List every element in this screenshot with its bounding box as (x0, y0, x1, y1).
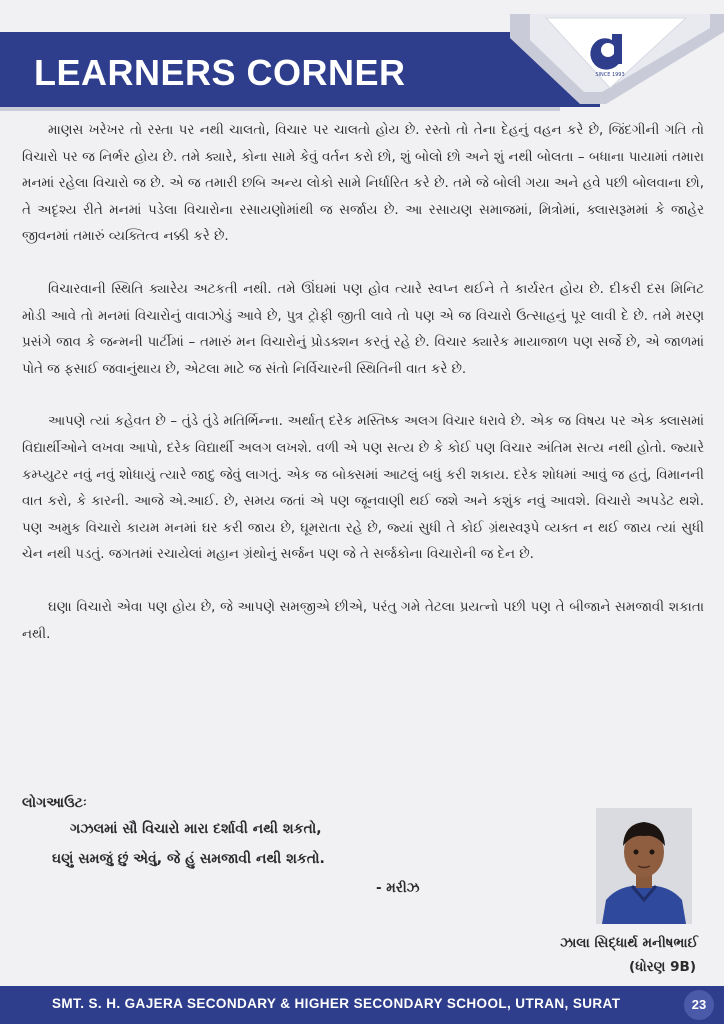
student-class: (ધોરણ 9B) (629, 959, 696, 975)
article-paragraph-1: માણસ ખરેખર તો રસ્તા પર નથી ચાલતો, વિચાર પર ચાલતો હોય છે. રસ્તો તો તેના દેહનું વહન કરે છે, જિંદગીની ગતિ તો વિચારો પર જ નિર્ભર હોય છે. તમે ક્યારે, કોના સામે કેવું વર્તન કરો છો, શું બોલો છો અને શું નથી બોલતા – બધાના પાયામાં તમારા મનમાં રહેલા વિચારો જ છે. એ જ તમારી છબિ અન્ય લોકો સામે નિર્ધારિત કરે છે. તમે જે બોલી ગયા અને હવે પછી બોલવાના છો, તે અદૃશ્ય રીતે મનમાં પડેલા વિચારોના રસાયણોમાંથી જ સર્જાય છે. આ રસાયણ સમાજમાં, મિત્રોમાં, ક્લાસરૂમમાં કે જાહેર જીવનમાં તમારું વ્યક્તિત્વ નક્કી કરે છે. (22, 123, 704, 245)
header-stripe (0, 107, 560, 111)
school-logo-icon (510, 14, 724, 106)
student-name: ઝાલા સિદ્ધાર્થ મનીષભાઈ (560, 935, 698, 951)
footer-school-name: SMT. S. H. GAJERA SECONDARY & HIGHER SECONDARY SCHOOL, UTRAN, SURAT (52, 996, 621, 1011)
logo-tagline: SINCE 1993 (595, 72, 625, 78)
student-photo (596, 808, 692, 924)
article-body (22, 118, 704, 674)
school-logo (510, 14, 724, 106)
page-title: LEARNERS CORNER (34, 52, 406, 93)
article-paragraph-3: આપણે ત્યાં કહેવત છે – તુંડે તુંડે મતિર્ભિન્ના. અર્થાત્ દરેક મસ્તિષ્ક અલગ વિચાર ધરાવે છે. એક જ વિષય પર એક ક્લાસમાં વિદ્યાર્થીઓને લખવા આપો, દરેક વિદ્યાર્થી અલગ લખશે. વળી એ પણ સત્ય છે કે કોઈ પણ વિચાર અંતિમ સત્ય નથી હોતો. જ્યારે કમ્પ્યુટર નવું નવું શોધાયું ત્યારે જાદુ જેવું લાગતું. એક જ બોક્સમાં આટલું બધું કરી શકાય. દરેક શોધમાં આવું જ હતું, વિમાનની વાત કરો, કે કારની. આજે એ.આઈ. છે, સમય જતાં એ પણ જૂનવાણી થઈ જશે અને કશુંક નવું આવશે. વિચારો અપડેટ થશે. પણ અમુક વિચારો કાયમ મનમાં ઘર કરી જાય છે, ઘૂમરાતા રહે છે, જ્યાં સુધી તે કોઈ ગ્રંથસ્વરૂપે વ્યક્ત ન થઈ જાય ત્યાં સુધી ચેન નથી પડતું. જગતમાં રચાયેલાં મહાન ગ્રંથોનું સર્જન પણ જે તે સર્જકોના વિચારોની જ દેન છે. (22, 414, 704, 563)
page-number-badge: 23 (684, 990, 714, 1020)
article-paragraph-2: વિચારવાની સ્થિતિ ક્યારેય અટકતી નથી. તમે ઊંઘમાં પણ હોવ ત્યારે સ્વપ્ન થઈને તે કાર્યરત હોય છે. દીકરી દસ મિનિટ મોડી આવે તો મનમાં વિચારોનું વાવાઝોડું આવે છે, પુત્ર ટ્રોફી જીતી લાવે તો પણ એ જ વિચારો ઉત્સાહનું પૂર લાવી દે છે. તમે મરણ પ્રસંગે જાવ કે જન્મની પાર્ટીમાં – તમારું મન વિચારોનું પ્રોડક્શન કરતું રહે છે. વિચાર ક્યારેક માયાજાળ પણ સર્જે છે, એ જાળમાં પોતે જ ફસાઈ જવાનુંથાય છે, એટલા માટે જ સંતો નિર્વિચારની સ્થિતિની વાત કરે છે. (22, 281, 704, 377)
poem-author: - મરીઝ (376, 880, 420, 896)
poem-line-2: ઘણું સમજું છું એવું, જે હું સમજાવી નથી શકતો. (52, 851, 325, 867)
poem-line-1: ગઝલમાં સૌ વિચારો મારા દર્શાવી નથી શકતો, (70, 821, 322, 837)
article-paragraph-4: ઘણા વિચારો એવા પણ હોય છે, જે આપણે સમજીએ છીએ, પરંતુ ગમે તેટલા પ્રયત્નો પછી પણ તે બીજાને સમજાવી શકાતા નથી. (22, 599, 704, 642)
logout-title: લોગઆઉટઃ (22, 795, 87, 811)
